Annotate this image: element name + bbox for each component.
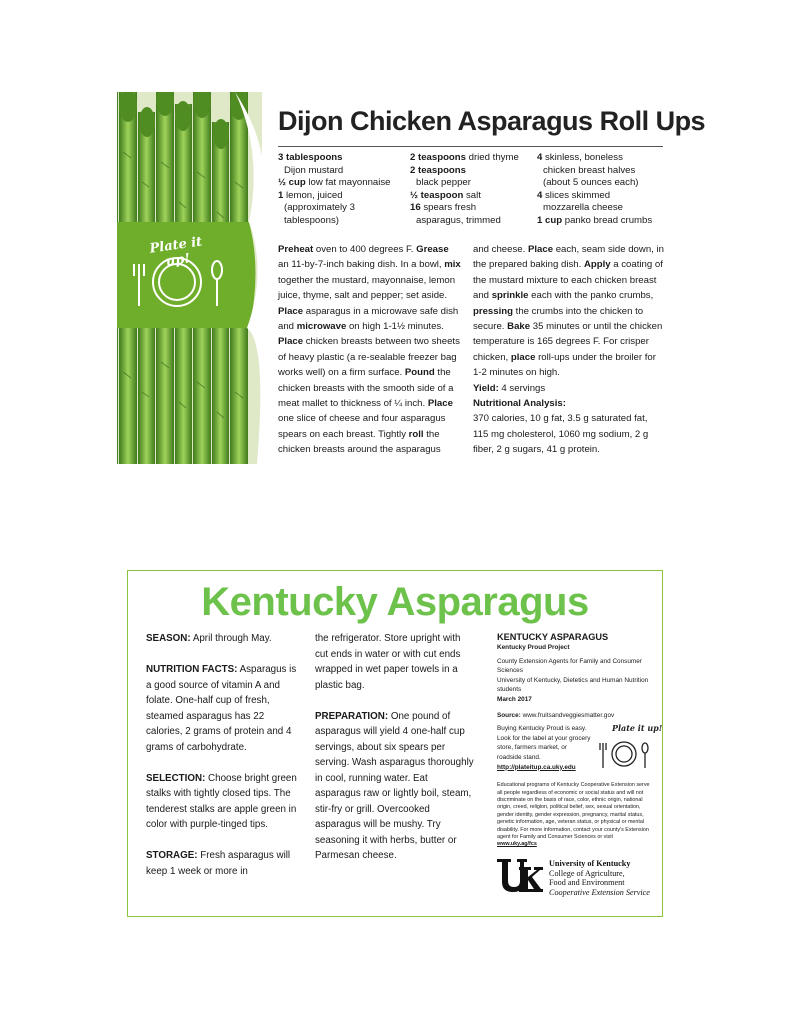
kentucky-asparagus-title: Kentucky Asparagus	[201, 580, 589, 624]
ingredient-line: black pepper	[416, 177, 471, 189]
sidebar-heading: KENTUCKY ASPARAGUS	[497, 632, 609, 642]
sidebar-subheading: Kentucky Proud Project	[497, 644, 570, 651]
ingredients-column-3	[537, 152, 665, 228]
ingredient-line: 3 tablespoons	[278, 152, 343, 163]
yield-line: Yield: 4 servings	[473, 382, 546, 394]
ingredient-line: 4 slices skimmed	[537, 189, 611, 201]
ingredient-line: 1 lemon, juiced	[278, 189, 343, 201]
publication-date: March 2017	[497, 695, 532, 703]
ingredients-column-1	[278, 152, 406, 228]
recipe-title: Dijon Chicken Asparagus Roll Ups	[278, 106, 706, 136]
method-text-2: and cheese. Place each, seam side down, in the prepared baking dish. Apply a coating of the mustard mixture to each chicken breast and sprinkle each with the panko crumbs, pressing the crumbs into the chicken to secure. Bake 35 minutes or until the chicken temperature is 165 degrees F. For crisper chicken, place roll-ups under the broiler for 1-2 minutes on high.	[473, 244, 664, 379]
storage-section: STORAGE: Fresh asparagus will keep 1 week or more in	[146, 850, 291, 877]
ingredient-line: ½ teaspoon salt	[410, 189, 481, 201]
uk-logo	[497, 859, 543, 893]
ingredient-line: ½ cup low fat mayonnaise	[278, 177, 391, 189]
asparagus-photo	[117, 92, 262, 464]
ingredient-line: tablespoons)	[284, 214, 339, 226]
nutrition-analysis: 370 calories, 10 g fat, 3.5 g saturated fat, 115 mg cholesterol, 1060 mg sodium, 2 g fiber, 2 g sugars, 41 g protein.	[473, 413, 649, 456]
nutrition-heading: Nutritional Analysis:	[473, 398, 566, 410]
ingredient-line: 16 spears fresh	[410, 202, 477, 214]
kentucky-proud-text: Buying Kentucky Proud is easy. Look for the label at your grocery store, farmers market, or roadside stand. http://plateitup.ca.uky.edu	[497, 725, 591, 771]
season-section: SEASON: April through May.	[146, 633, 272, 644]
uk-college-name: University of Kentucky College of Agriculture, Food and Environment Cooperative Extension Service	[549, 858, 650, 898]
recipe-card	[117, 92, 706, 464]
method-text-1: Preheat oven to 400 degrees F. Grease an 11-by-7-inch baking dish. In a bowl, mix together the mustard, mayonnaise, lemon juice, thyme, salt and pepper; set aside. Place asparagus in a microwave safe dish and microwave on high 1-1½ minutes. Place chicken breasts between two sheets of heavy plastic (a re-sealable freezer bag works well) on a firm surface. Pound the chicken breasts with the smooth side of a meat mallet to thickness of ¼ inch. Place one slice of cheese and four asparagus spears on each breast. Tightly roll the chicken breasts around the asparagus	[278, 244, 461, 456]
ingredient-line: (approximately 3	[284, 202, 355, 214]
method-column-2	[473, 242, 665, 458]
ingredient-line: mozzarella cheese	[543, 202, 623, 214]
method-column-1	[278, 242, 462, 458]
credit-uk-students: University of Kentucky, Dietetics and Human Nutrition students	[497, 676, 649, 694]
ingredient-line: (about 5 ounces each)	[543, 177, 639, 189]
credits-column	[497, 631, 663, 898]
ingredient-line: 1 cup panko bread crumbs	[537, 214, 653, 226]
ingredient-line: 2 teaspoons dried thyme	[410, 152, 519, 163]
credit-extension-agents: County Extension Agents for Family and Consumer Sciences	[497, 657, 642, 675]
ingredient-line: asparagus, trimmed	[416, 214, 501, 226]
nondiscrimination-statement: Educational programs of Kentucky Cooperative Extension serve all people regardless of economic or social status and will not discriminate on the basis of race, color, ethnic origin, national origin, creed, religion, political belief, sex, sexual orientation, gender identity, gender expression, pregnancy, marital status, genetic information, age, veteran status, or physical or mental disability. For more information, contact your county's Extension agent for Family and Consumer Sciences or visit www.uky.ag/fcs	[497, 782, 650, 848]
uk-logo-block	[497, 857, 654, 897]
facts-column-2	[315, 631, 475, 879]
plate-it-up-logo: Plate it up!	[594, 724, 654, 772]
facts-column-1	[146, 631, 302, 895]
kentucky-asparagus-card	[127, 570, 663, 917]
asparagus-photo-panel	[117, 92, 262, 464]
preparation-section: PREPARATION: One pound of asparagus will yield 4 one-half cup servings, about six spears per serving. Wash asparagus thoroughly in cool, running water. Eat asparagus raw or lightly boil, steam, stir-fry or grill. Overcooked asparagus will be mushy. Try seasoning it with herbs, butter or Parmesan cheese.	[315, 710, 474, 861]
fcs-link[interactable]: www.uky.ag/fcs	[497, 841, 537, 848]
source-line: Source: www.fruitsandveggiesmatter.gov	[497, 711, 615, 719]
selection-section: SELECTION: Choose bright green stalks with tightly closed tips. The tenderest stalks are apple green in color with purple-tinged tips.	[146, 772, 297, 830]
storage-continued: the refrigerator. Store upright with cut ends in water or with cut ends wrapped in wet paper towels in a plastic bag.	[315, 633, 461, 691]
kentucky-proud-block	[497, 723, 663, 776]
plate-it-up-badge: Plate it up!	[148, 234, 204, 270]
ingredient-line: chicken breast halves	[543, 164, 636, 176]
ingredient-line: 2 teaspoons	[410, 164, 466, 176]
nutrition-section: NUTRITION FACTS: Asparagus is a good source of vitamin A and folate. One-half cup of fresh, steamed asparagus has 22 calories, 2 grams of protein and 4 grams of carbohydrate.	[146, 664, 297, 753]
title-divider	[278, 146, 663, 147]
plateitup-link[interactable]: http://plateitup.ca.uky.edu	[497, 763, 576, 771]
ingredient-line: Dijon mustard	[284, 164, 344, 176]
ingredient-line: 4 skinless, boneless	[537, 152, 623, 163]
ingredients-column-2	[410, 152, 532, 228]
